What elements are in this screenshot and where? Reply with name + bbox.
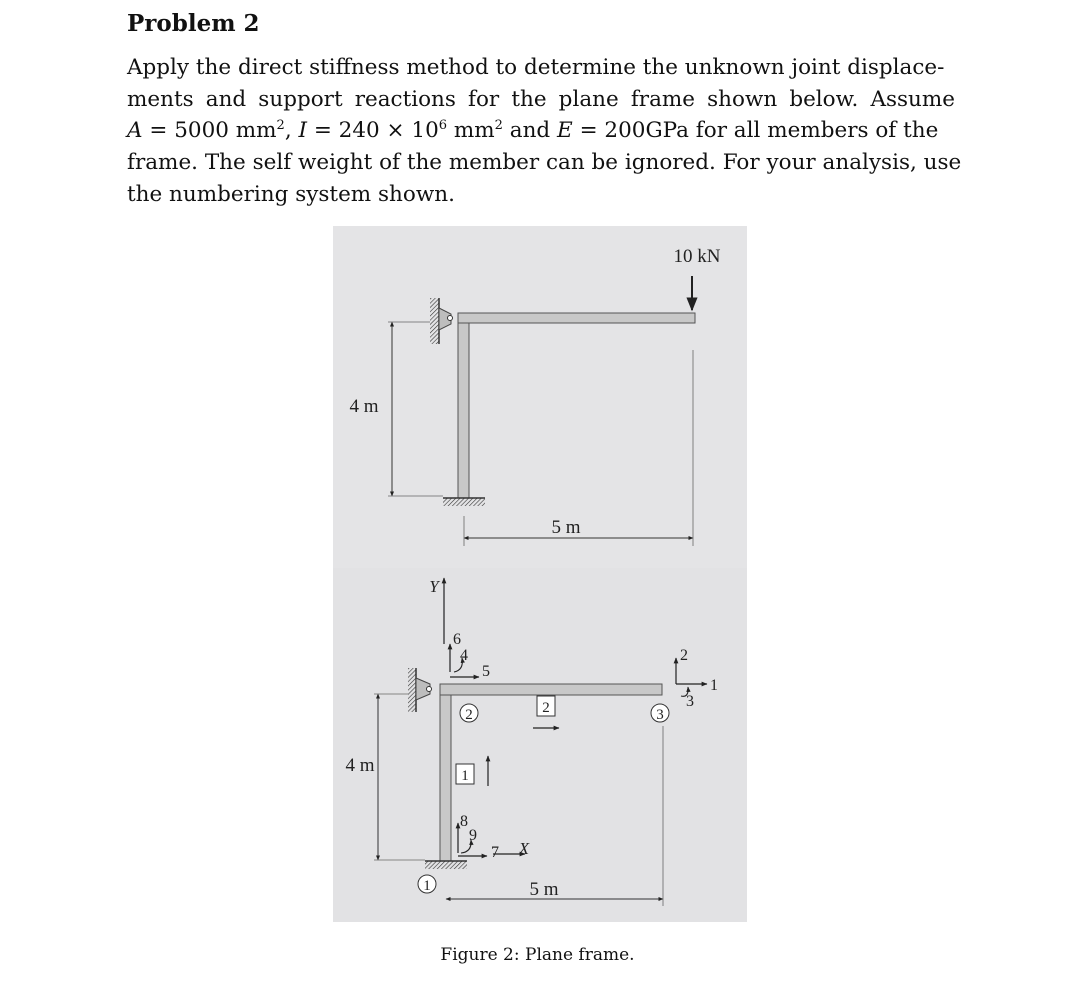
figure-caption-text: Figure 2: Plane frame. (440, 945, 635, 965)
bottom-base-hatch (425, 861, 467, 869)
node-3-label: 3 (656, 707, 664, 723)
inertia-exponent: 6 (438, 118, 448, 134)
symbol-modulus: E (557, 118, 573, 144)
modulus-value: = 200GPa for all members of the (572, 118, 939, 144)
area-exponent: 2 (276, 118, 285, 134)
problem-statement (127, 52, 962, 211)
bottom-height-label: 4 m (345, 755, 375, 776)
bottom-width-label: 5 m (529, 879, 559, 900)
problem-title: Problem 2 (127, 10, 260, 37)
inertia-value: = 240 × 10 (307, 118, 439, 144)
node-1-label: 1 (423, 878, 431, 894)
separator: , (284, 118, 299, 144)
statement-line-4: frame. The self weight of the member can be ignored. For your analysis, use (127, 150, 962, 176)
top-wall-hatch (430, 298, 439, 344)
dof-9-label: 9 (469, 827, 477, 844)
load-label: 10 kN (673, 246, 721, 267)
top-panel-background (333, 226, 747, 568)
top-column (458, 318, 469, 498)
symbol-area: A (127, 118, 143, 144)
member-2-label: 2 (542, 700, 550, 716)
bottom-panel-background (333, 568, 747, 922)
frame-diagram (333, 226, 747, 922)
axis-y-label: Y (429, 577, 439, 596)
bottom-wall-hatch (408, 668, 416, 712)
dof-3-label: 3 (686, 693, 694, 710)
area-value: = 5000 mm (142, 118, 277, 144)
statement-line-3 (127, 115, 955, 147)
top-beam (458, 313, 695, 323)
inertia-unit-exponent: 2 (494, 118, 503, 134)
dof-6-label: 6 (453, 631, 461, 648)
axis-x-label: X (518, 839, 530, 858)
dof-1-label: 1 (710, 677, 718, 694)
node-2-label: 2 (465, 707, 473, 723)
top-height-label: 4 m (349, 396, 379, 417)
dof-2-label: 2 (680, 647, 688, 664)
statement-line-2: ments and support reactions for the plane frame shown below. Assume (127, 86, 955, 112)
top-pin-circle (448, 316, 453, 321)
dof-7-label: 7 (491, 844, 499, 861)
conjunction: and (502, 118, 558, 144)
bottom-column (440, 686, 451, 861)
dof-8-label: 8 (460, 813, 468, 830)
bottom-beam (440, 684, 662, 695)
top-width-label: 5 m (551, 517, 581, 538)
inertia-unit: mm (447, 118, 495, 144)
plane-frame-figure (333, 226, 747, 922)
top-base-hatch (443, 498, 485, 506)
member-1-label: 1 (461, 768, 469, 784)
figure-caption (0, 945, 1080, 965)
bottom-pin-circle (427, 687, 432, 692)
statement-line-1: Apply the direct stiffness method to determine the unknown joint displace- (127, 55, 945, 80)
dof-5-label: 5 (482, 663, 490, 680)
dof-4-label: 4 (460, 647, 468, 664)
symbol-inertia: I (298, 118, 307, 144)
statement-line-5: the numbering system shown. (127, 181, 455, 207)
